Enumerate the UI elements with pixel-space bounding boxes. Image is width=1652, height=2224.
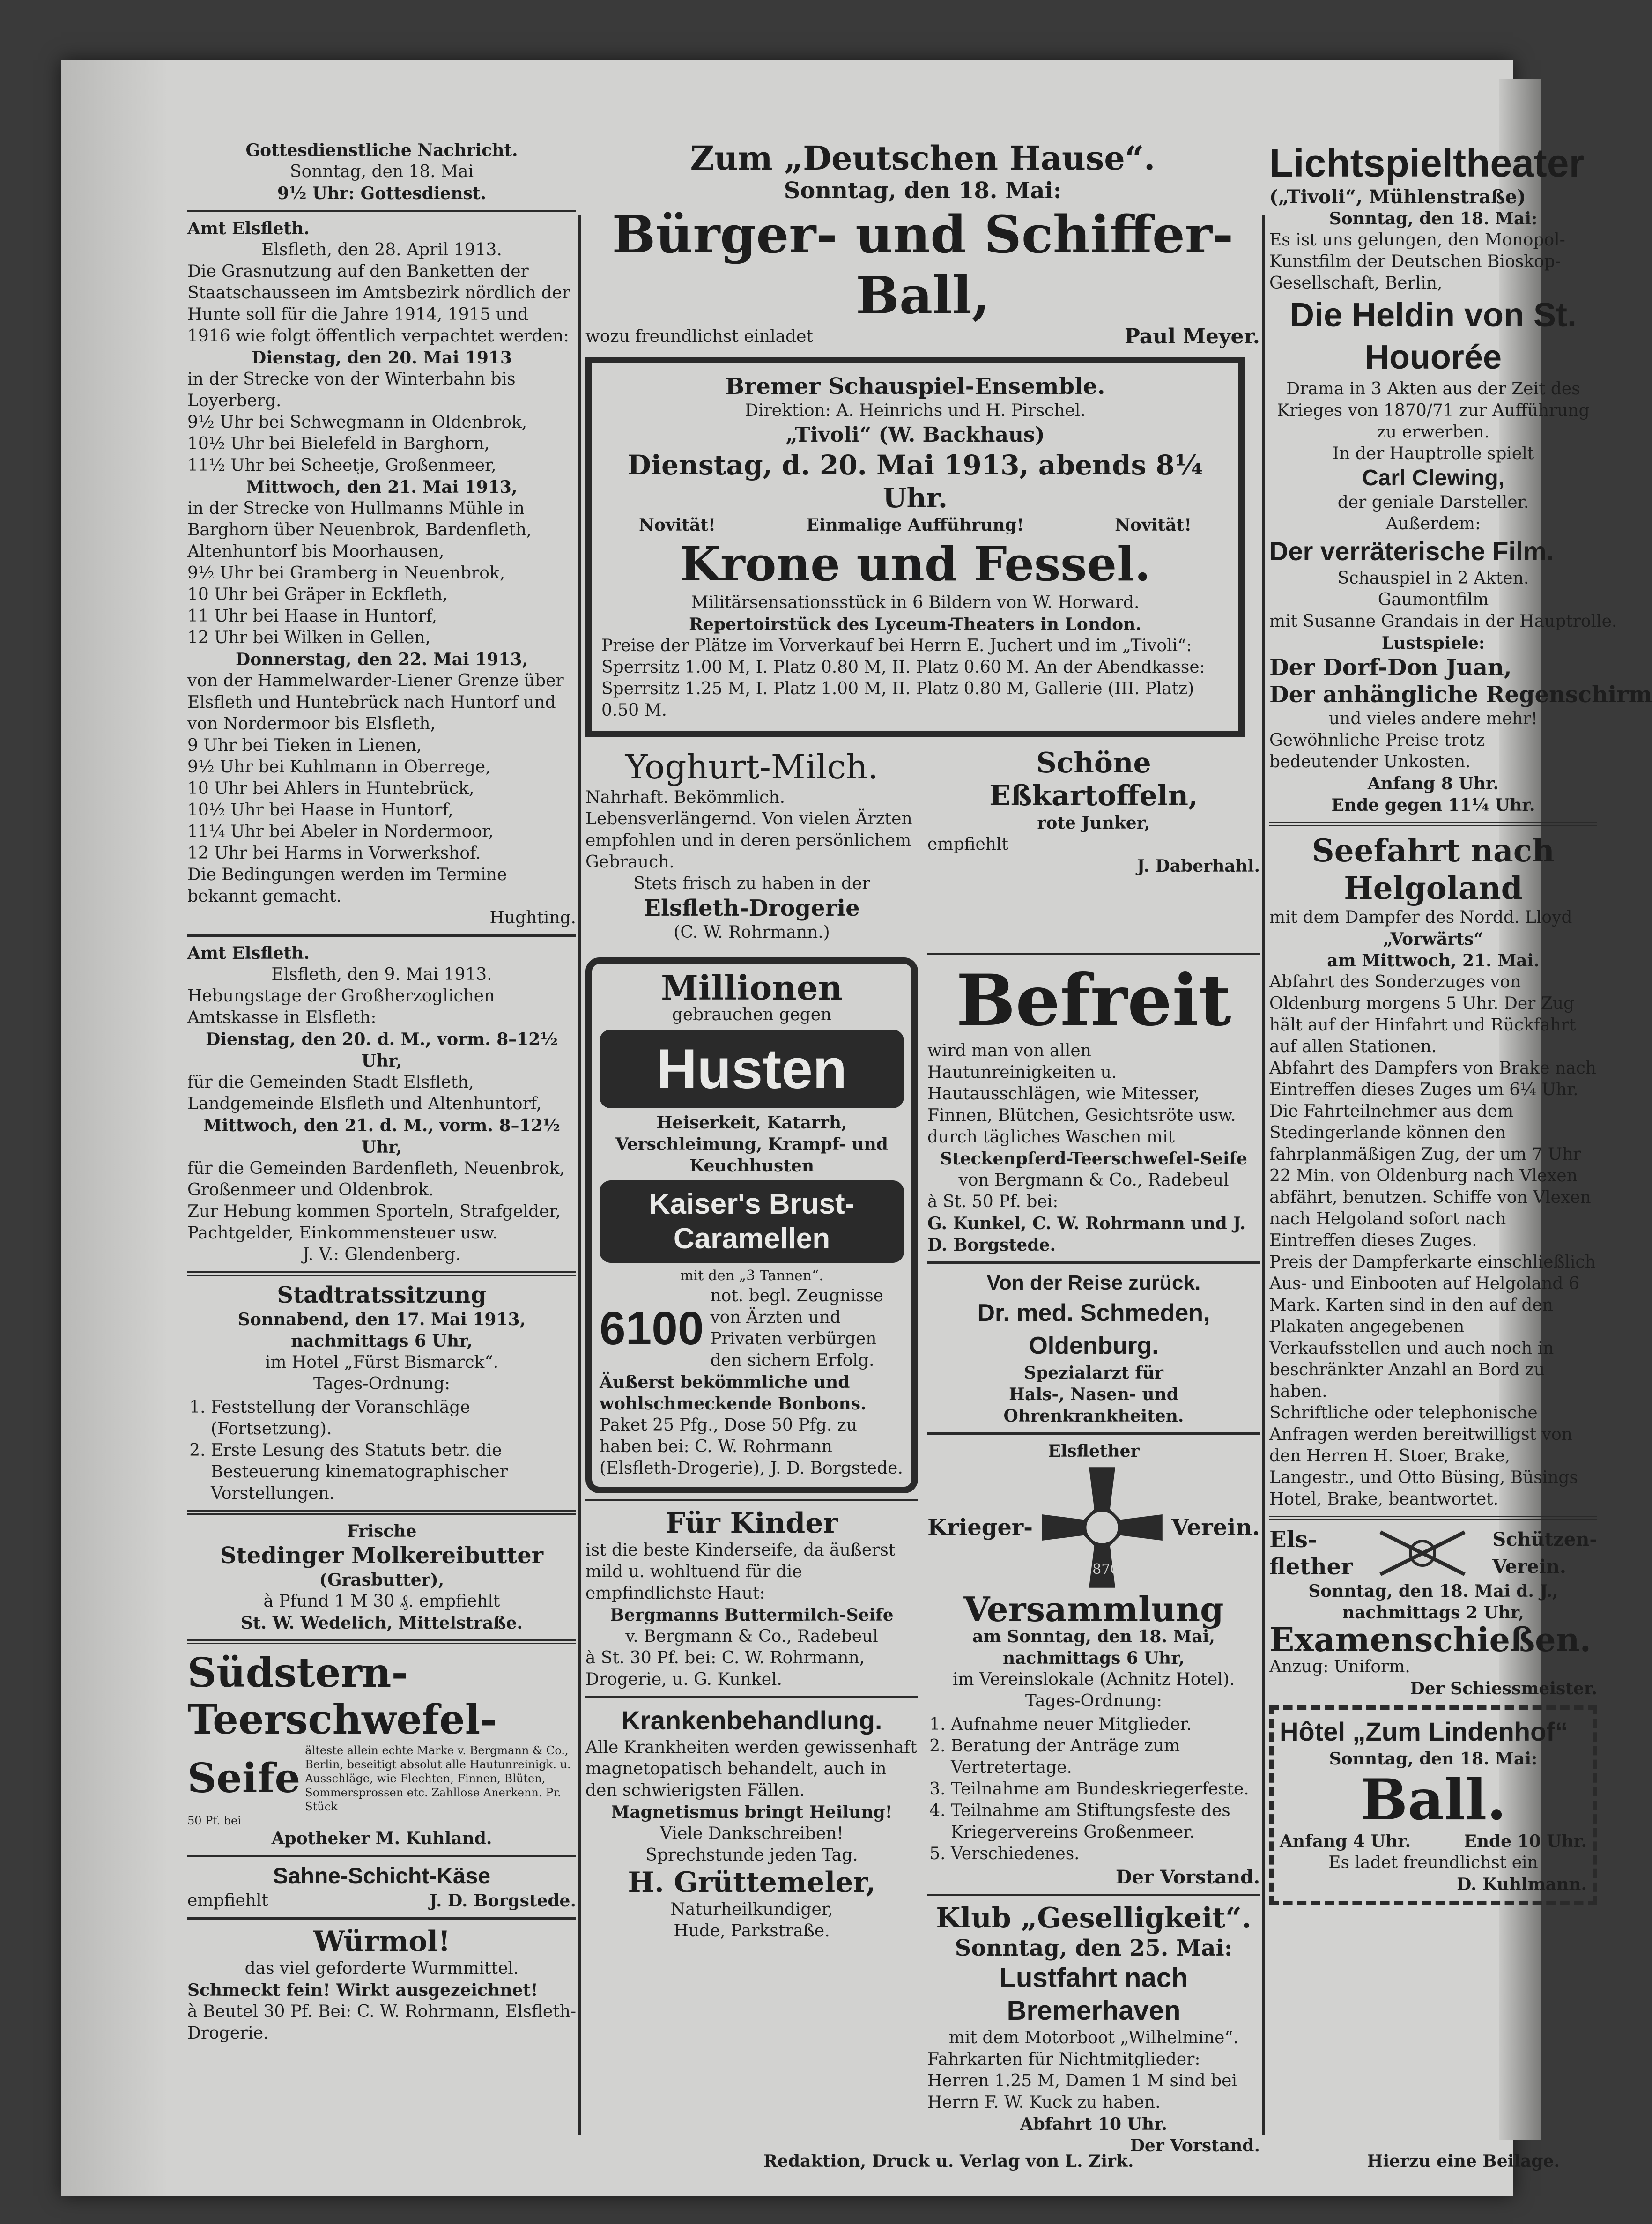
kv-emblem-row <box>927 1462 1260 1593</box>
licht-lust: Lustspiele: <box>1381 633 1485 653</box>
kind-title: Für Kinder <box>666 1507 838 1540</box>
bremer-once: Einmalige Aufführung! <box>806 515 1024 535</box>
krank-dank: Viele Dankschreiben! <box>660 1824 844 1843</box>
amt2-d1-text: für die Gemeinden Stadt Elsfleth, Landgemeinde Elsfleth und Altenhuntorf, <box>187 1073 542 1113</box>
divider <box>187 210 576 212</box>
mil-bon: Äußerst bekömmliche und wohlschmeckende Bonbons. <box>600 1372 867 1414</box>
kart-ad <box>927 747 1260 943</box>
kart-a: empfiehlt <box>927 835 1008 854</box>
molk-e: St. W. Wedelich, Mittelstraße. <box>241 1613 523 1633</box>
molk-a: Frische <box>347 1521 417 1541</box>
amt2-d2-text: für die Gemeinden Bardenfleth, Neuenbrok, Großenmeer und Oldenbrok. <box>187 1159 565 1200</box>
sued-small: älteste allein echte Marke v. Bergmann & Co., Berlin, beseitigt absolut alle Hautunreinigk. u. Ausschläge, wie Flechten, Finnen, Blüten, Sommersprossen etc. Zahllose Anerkenn. Pr. Stück <box>305 1744 571 1813</box>
licht-lust1: Der Dorf-Don Juan, <box>1269 654 1512 681</box>
hotel-ball: Ball. <box>1360 1767 1507 1833</box>
hotel-start: Anfang 4 Uhr. <box>1280 1831 1411 1851</box>
klub-boat: mit dem Motorboot „Wilhelmine“. <box>948 2028 1239 2047</box>
c2-sub2 <box>585 953 1260 2157</box>
bef-prod: Steckenpferd-Teerschwefel-Seife <box>940 1149 1247 1169</box>
divider <box>1269 822 1597 826</box>
amt1-d1: Dienstag, den 20. Mai 1913 <box>252 348 512 368</box>
amt1-d3: Donnerstag, den 22. Mai 1913, <box>236 650 528 669</box>
amt2-text: Hebungstage der Großherzoglichen Amtskasse in Elsfleth: <box>187 986 495 1027</box>
mil-list: Heiserkeit, Katarrh, Verschleimung, Krampf- und Keuchhusten <box>615 1113 888 1176</box>
gottes-title: Gottesdienstliche Nachricht. <box>245 141 518 160</box>
molk-b: Stedinger Molkereibutter <box>220 1542 544 1569</box>
licht-role: In der Hauptrolle spielt <box>1332 444 1534 463</box>
licht-actor-sub: der geniale Darsteller. <box>1337 493 1529 512</box>
divider <box>927 1261 1260 1264</box>
wurm-title: Würmol! <box>313 1925 451 1958</box>
bef-title: Befreit <box>956 959 1231 1042</box>
klub-sign: Der Vorstand. <box>1130 2136 1260 2156</box>
bef-text: wird man von allen Hautunreinigkeiten u. Hautausschlägen, wie Mitesser, Finnen, Blütchen, Gesichtsröte usw. durch tägliches Waschen mit <box>927 1041 1236 1147</box>
kv-agenda: Tages-Ordnung: <box>1025 1691 1163 1711</box>
sch-left <box>1269 1526 1353 1580</box>
mil-tannen: mit den „3 Tannen“. <box>680 1268 823 1284</box>
bremer-date: Dienstag, d. 20. Mai 1913, abends 8¼ Uhr. <box>627 449 1203 514</box>
licht-film2: Der verräterische Film. <box>1269 536 1554 566</box>
stadt-place: im Hotel „Fürst Bismarck“. <box>265 1353 499 1372</box>
see-title: Seefahrt nach Helgoland <box>1312 832 1555 906</box>
licht-lust2: Der anhängliche Regenschirm <box>1269 682 1652 708</box>
crossed-rifles-icon <box>1376 1527 1469 1579</box>
amt1-line: 9½ Uhr bei Kuhlmann in Oberrege, <box>187 757 491 777</box>
klub-trip: Lustfahrt nach Bremerhaven <box>999 1963 1188 2026</box>
kv-date: am Sonntag, den 18. Mai, nachmittags 6 Uhr, <box>972 1627 1215 1668</box>
divider <box>585 1499 918 1501</box>
bremer-rep: Repertoirstück des Lyceum-Theaters in London. <box>689 615 1141 634</box>
krank-sprech: Sprechstunde jeden Tag. <box>645 1846 858 1865</box>
klub-dep: Abfahrt 10 Uhr. <box>1020 2114 1168 2134</box>
amt1-text: Die Grasnutzung auf den Banketten der Staatschausseen im Amtsbezirk nördlich der Hunte soll für die Jahre 1914, 1915 und 1916 wie folgt öffentlich verpachtet werden: <box>187 262 570 346</box>
sch-2: flether <box>1269 1554 1353 1580</box>
licht-more: und vieles andere mehr! <box>1328 709 1538 728</box>
see-dep2: Abfahrt des Dampfers von Brake nach Eintreffen dieses Zuges um 6¼ Uhr. <box>1269 1059 1596 1099</box>
amt2-title: Amt Elsfleth. <box>187 943 310 963</box>
wurm-1: das viel geforderte Wurmmittel. <box>244 1959 519 1978</box>
amt1-sign: Hughting. <box>489 908 576 927</box>
licht-actor: Carl Clewing, <box>1362 466 1505 490</box>
agenda-item: 4. Teilnahme am Stiftungsfeste des Kriegervereins Großenmeer. <box>951 1800 1260 1843</box>
imprint: Redaktion, Druck u. Verlag von L. Zirk. <box>763 2151 1134 2171</box>
hotel-ad <box>1269 1705 1597 1905</box>
agenda-item: 2. Erste Lesung des Statuts betr. die Besteuerung kinematographischer Vorstellungen. <box>211 1440 576 1505</box>
amt1-line: 11¼ Uhr bei Abeler in Nordermoor, <box>187 822 494 841</box>
kv-sign: Der Vorstand. <box>1115 1866 1260 1888</box>
amt1-line: 12 Uhr bei Harms in Vorwerkshof. <box>187 844 481 863</box>
see-price: Preis der Dampferkarte einschließlich Aus- und Einbooten auf Helgoland 6 Mark. Karten sind in den auf den Plakaten angegebenen Verkaufsstellen und auch noch in beschränkter Anzahl an Bord zu haben. <box>1269 1253 1596 1401</box>
klub-title: Klub „Geselligkeit“. <box>936 1902 1252 1935</box>
sahne-b: J. D. Borgstede. <box>429 1891 576 1911</box>
divider <box>585 1696 918 1698</box>
dh-date: Sonntag, den 18. Mai: <box>784 178 1062 204</box>
krank-job: Naturheilkundiger, <box>670 1900 833 1919</box>
kv-place: im Vereinslokale (Achnitz Hotel). <box>952 1670 1235 1689</box>
reise-title: Von der Reise zurück. <box>986 1271 1201 1294</box>
sahne-title: Sahne-Schicht-Käse <box>273 1864 491 1889</box>
bremer-venue: „Tivoli“ (W. Backhaus) <box>785 423 1045 447</box>
bremer-novrow <box>601 514 1229 536</box>
reise-fach: Spezialarzt für <box>1024 1363 1163 1383</box>
amt1-title: Amt Elsfleth. <box>187 219 310 238</box>
licht-date: Sonntag, den 18. Mai: <box>1329 209 1538 229</box>
kart-b: J. Daberhahl. <box>1137 856 1260 876</box>
reise-fach2: Hals-, Nasen- und Ohrenkrankheiten. <box>1003 1385 1184 1426</box>
sued-apo: Apotheker M. Kuhland. <box>271 1829 492 1848</box>
reise-dr: Dr. med. Schmeden, Oldenburg. <box>977 1299 1210 1359</box>
agenda-item: 3. Teilnahme am Bundeskriegerfeste. <box>951 1779 1260 1800</box>
divider <box>927 953 1260 955</box>
yog-stock: Stets frisch zu haben in der <box>633 874 870 893</box>
wurm-2: Schmeckt fein! Wirkt ausgezeichnet! <box>187 1980 538 2000</box>
right-stack <box>927 953 1260 2157</box>
amt1-line: 11½ Uhr bei Scheetje, Großenmeer, <box>187 456 496 475</box>
agenda-item: 1. Feststellung der Voranschläge (Fortsetzung). <box>211 1397 576 1440</box>
see-text3: Schriftliche oder telephonische Anfragen werden bereitwilligst von den Herren H. Stoer, Brake, Langestr., und Otto Büsing, Büsings Hotel, Brake, beantwortet. <box>1269 1403 1578 1509</box>
mil-kaiser: Kaiser's Brust-Caramellen <box>600 1180 904 1263</box>
amt1-line: 10½ Uhr bei Haase in Huntorf, <box>187 801 453 820</box>
sahne-row <box>187 1890 576 1912</box>
hotel-invite: Es ladet freundlichst ein <box>1328 1853 1538 1872</box>
mil-pack: Paket 25 Pfg., Dose 50 Pfg. zu haben bei: C. W. Rohrmann (Elsfleth-Drogerie), J. D. Borgstede. <box>600 1416 903 1478</box>
hotel-title: Hôtel „Zum Lindenhof“ <box>1280 1717 1568 1746</box>
licht-gaum2: mit Susanne Grandais in der Hauptrolle. <box>1269 612 1617 631</box>
amt1-line: 9½ Uhr bei Schwegmann in Oldenbrok, <box>187 413 527 432</box>
krank-addr: Hude, Parkstraße. <box>674 1921 830 1941</box>
amt2-date: Elsfleth, den 9. Mai 1913. <box>271 965 492 984</box>
amt1-date: Elsfleth, den 28. April 1913. <box>261 240 502 259</box>
kind-maker: v. Bergmann & Co., Radebeul <box>625 1627 878 1646</box>
mil-sub: gebrauchen gegen <box>672 1005 832 1024</box>
licht-title: Lichtspieltheater <box>1269 141 1585 185</box>
sch-right <box>1492 1526 1597 1580</box>
divider <box>187 1917 576 1920</box>
dh-title: Zum „Deutschen Hause“. <box>690 139 1156 178</box>
left-stack <box>585 953 918 2157</box>
kv-top: Elsflether <box>1048 1441 1140 1461</box>
hotel-date: Sonntag, den 18. Mai: <box>1329 1749 1538 1769</box>
mil-num: 6100 <box>600 1302 704 1355</box>
mil-husten: Husten <box>600 1030 904 1108</box>
bremer-nov1: Novität! <box>639 515 716 535</box>
bef-price: à St. 50 Pf. bei: <box>927 1192 1059 1211</box>
hotel-end: Ende 10 Uhr. <box>1464 1831 1587 1851</box>
column-rule <box>578 215 581 2135</box>
licht-gaum: Gaumontfilm <box>1378 590 1489 609</box>
kart-sub: rote Junker, <box>1037 813 1150 833</box>
yog-ad <box>585 747 918 943</box>
divider <box>1269 1516 1597 1520</box>
agenda-item: 5. Verschiedenes. <box>951 1843 1260 1865</box>
sch-1: Els- <box>1269 1527 1317 1553</box>
dh-invite: wozu freundlichst einladet <box>585 327 813 346</box>
yog-text: Nahrhaft. Bekömmlich. Lebensverlängernd. Von vielen Ärzten empfohlen und in deren persönlichem Gebrauch. <box>585 788 912 872</box>
yog-owner: (C. W. Rohrmann.) <box>674 923 830 942</box>
licht-film2-d: Schauspiel in 2 Akten. <box>1337 569 1529 588</box>
column-2 <box>585 140 1260 2157</box>
dh-ball: Bürger- und Schiffer-Ball, <box>612 204 1234 326</box>
amt1-line: 11 Uhr bei Haase in Huntorf, <box>187 607 437 626</box>
agenda-item: 2. Beratung der Anträge zum Vertretertage. <box>951 1735 1260 1779</box>
sued-line1: Südstern- <box>187 1649 408 1697</box>
kind-prod: Bergmanns Buttermilch-Seife <box>610 1605 894 1625</box>
stadt-agenda: Tages-Ordnung: <box>313 1374 451 1394</box>
divider <box>927 1894 1260 1896</box>
licht-desc: Drama in 3 Akten aus der Zeit des Krieges von 1870/71 zur Aufführung zu erwerben. <box>1277 379 1590 442</box>
amt1-d3-text: von der Hammelwarder-Liener Grenze über Elsfleth und Huntebrück nach Huntorf und von Nordermoor bis Elsfleth, <box>187 671 564 734</box>
amt1-end: Die Bedingungen werden im Termine bekannt gemacht. <box>187 865 507 906</box>
see-dep: Abfahrt des Sonderzuges von Oldenburg morgens 5 Uhr. Der Zug hält auf der Hinfahrt und Rückfahrt auf allen Stationen. <box>1269 972 1576 1056</box>
divider <box>187 1639 576 1644</box>
kind-text: ist die beste Kinderseife, da äußerst mild u. wohltuend für die empfindlichste Haut: <box>585 1541 896 1603</box>
stadt-date: Sonnabend, den 17. Mai 1913, nachmittags 6 Uhr, <box>237 1310 526 1351</box>
amt2-d1: Dienstag, den 20. d. M., vorm. 8–12½ Uhr, <box>206 1030 558 1071</box>
divider <box>187 1855 576 1857</box>
amt1-d1-text: in der Strecke von der Winterbahn bis Loyerberg. <box>187 370 516 410</box>
sch-date: Sonntag, den 18. Mai d. J., nachmittags 2 Uhr, <box>1308 1581 1558 1623</box>
bremer-box <box>585 357 1245 737</box>
kv-left: Krieger- <box>927 1514 1033 1541</box>
sch-anzug: Anzug: Uniform. <box>1269 1657 1410 1676</box>
krank-mag: Magnetismus bringt Heilung! <box>611 1802 893 1822</box>
licht-end: Ende gegen 11¼ Uhr. <box>1331 795 1535 815</box>
krank-text: Alle Krankheiten werden gewissenhaft magnetopatisch behandelt, auch in den schwierigsten Fällen. <box>585 1738 917 1800</box>
bremer-prices: Preise der Plätze im Vorverkauf bei Herrn E. Juchert und im „Tivoli“: Sperrsitz 1.00 M, I. Platz 0.80 M, II. Platz 0.60 M. An der Abendkasse: Sperrsitz 1.25 M, I. Platz 1.00 M, II. Platz 0.80 M, Gallerie (III. Platz) 0.50 M. <box>601 636 1205 720</box>
yog-title: Yoghurt-Milch. <box>625 747 879 786</box>
sch-sign: Der Schiessmeister. <box>1410 1679 1597 1698</box>
column-3 <box>1269 140 1652 1905</box>
licht-text: Es ist uns gelungen, den Monopol-Kunstfilm der Deutschen Bioskop-Gesellschaft, Berlin, <box>1269 230 1565 293</box>
gottes-date: Sonntag, den 18. Mai <box>289 162 474 181</box>
see-ship: „Vorwärts“ <box>1383 929 1483 949</box>
wurm-3: à Beutel 30 Pf. Bei: C. W. Rohrmann, Elsfleth-Drogerie. <box>187 2002 577 2043</box>
amt2-d2: Mittwoch, den 21. d. M., vorm. 8–12½ Uhr, <box>203 1116 561 1157</box>
see-date: am Mittwoch, 21. Mai. <box>1327 951 1540 971</box>
sch-header <box>1269 1526 1597 1580</box>
molk-d: à Pfund 1 M 30 ₰. empfiehlt <box>263 1592 500 1611</box>
sch-3: Schützen- <box>1492 1528 1597 1550</box>
bef-maker: von Bergmann & Co., Radebeul <box>958 1171 1229 1190</box>
amt2-sign: J. V.: Glendenberg. <box>303 1245 461 1264</box>
hotel-host: D. Kuhlmann. <box>1457 1875 1587 1894</box>
dh-host: Paul Meyer. <box>1124 325 1260 348</box>
bef-shops: G. Kunkel, C. W. Rohrmann und J. D. Borgstede. <box>927 1214 1246 1255</box>
divider <box>187 1271 576 1276</box>
agenda-item: 1. Aufnahme neuer Mitglieder. <box>951 1714 1260 1735</box>
licht-film: Die Heldin von St. Houorée <box>1289 297 1577 376</box>
divider <box>187 1510 576 1515</box>
licht-venue: („Tivoli“, Mühlenstraße) <box>1269 186 1526 208</box>
kart-title: Schöne Eßkartoffeln, <box>989 747 1198 812</box>
mil-num-text: not. begl. Zeugnisse von Ärzten und Privaten verbürgen den sichern Erfolg. <box>710 1286 883 1370</box>
sch-4: Verein. <box>1492 1556 1566 1578</box>
column-rule <box>1262 215 1265 2135</box>
stadt-title: Stadtratssitzung <box>277 1282 487 1308</box>
amt2-end: Zur Hebung kommen Sporteln, Strafgelder, Pachtgelder, Einkommensteuer usw. <box>187 1202 561 1243</box>
licht-prices: Gewöhnliche Preise trotz bedeutender Unkosten. <box>1269 731 1485 771</box>
amt1-line: 9½ Uhr bei Gramberg in Neuenbrok, <box>187 563 505 583</box>
bremer-desc: Militärsensationsstück in 6 Bildern von W. Horward. <box>691 593 1140 612</box>
divider <box>927 1432 1260 1435</box>
amt1-line: 9 Uhr bei Tieken in Lienen, <box>187 736 422 755</box>
newspaper-page <box>61 60 1652 2196</box>
klub-date: Sonntag, den 25. Mai: <box>955 1935 1233 1961</box>
see-text2: Die Fahrteilnehmer aus dem Stedingerlande können den fahrplanmäßigen Zug, der um 7 Uhr 22 Min. von Oldenburg nach Vlexen abfährt, benutzen. Schiffe von Vlexen nach Helgoland sofort nach Eintreffen dieses Zuges. <box>1269 1102 1591 1250</box>
licht-start: Anfang 8 Uhr. <box>1367 774 1499 793</box>
sued-row <box>187 1743 576 1814</box>
molk-c: (Grasbutter), <box>319 1570 444 1590</box>
mil-numrow <box>600 1285 904 1371</box>
mil-title: Millionen <box>661 968 843 1008</box>
gottes-line: 9½ Uhr: Gottesdienst. <box>277 184 487 203</box>
klub-text: Fahrkarten für Nichtmitglieder: Herren 1.25 M, Damen 1 M sind bei Herrn F. W. Kuck zu haben. <box>927 2050 1237 2112</box>
dh-row <box>585 326 1260 348</box>
c2-sub1 <box>585 747 1260 943</box>
iron-cross-icon <box>1037 1462 1168 1593</box>
krank-name: H. Grüttemeler, <box>628 1866 876 1899</box>
amt1-line: 10 Uhr bei Gräper in Eckfleth, <box>187 585 448 604</box>
page-binding-shadow <box>61 60 169 2196</box>
stadt-items <box>211 1397 576 1505</box>
kv-year: 1870 <box>1083 1561 1119 1578</box>
see-text: mit dem Dampfer des Nordd. Lloyd <box>1269 908 1572 927</box>
sued-line2: Teerschwefel- <box>187 1696 497 1743</box>
mil-ad <box>585 957 918 1493</box>
amt1-d2: Mittwoch, den 21. Mai 1913, <box>246 477 518 497</box>
bremer-title: Bremer Schauspiel-Ensemble. <box>725 373 1105 400</box>
divider <box>187 934 576 937</box>
sch-exam: Examenschießen. <box>1269 1620 1591 1659</box>
krank-title: Krankenbehandlung. <box>621 1705 882 1735</box>
footer <box>763 2151 1560 2171</box>
amt1-line: 10 Uhr bei Ahlers in Huntebrück, <box>187 779 474 798</box>
amt1-line: 10½ Uhr bei Bielefeld in Barghorn, <box>187 434 490 453</box>
beilage: Hierzu eine Beilage. <box>1367 2151 1560 2171</box>
amt1-d2-text: in der Strecke von Hullmanns Mühle in Barghorn über Neuenbrok, Bardenfleth, Altenhuntorf bis Moorhausen, <box>187 499 532 561</box>
amt1-line: 12 Uhr bei Wilken in Gellen, <box>187 628 431 647</box>
yog-shop: Elsfleth-Drogerie <box>644 895 860 921</box>
licht-also: Außerdem: <box>1385 514 1481 534</box>
bremer-nov2: Novität! <box>1115 515 1192 535</box>
sued-price: 50 Pf. bei <box>187 1814 241 1827</box>
sued-line3: Seife <box>187 1755 301 1802</box>
kv-right: Verein. <box>1171 1514 1260 1541</box>
bremer-dir: Direktion: A. Heinrichs und H. Pirschel. <box>745 401 1086 420</box>
kv-items <box>951 1714 1260 1865</box>
column-1 <box>187 140 576 2044</box>
kind-price: à St. 30 Pf. bei: C. W. Rohrmann, Drogerie, u. G. Kunkel. <box>585 1648 865 1689</box>
sahne-a: empfiehlt <box>187 1891 268 1910</box>
kv-vers: Versammlung <box>963 1589 1224 1629</box>
hotel-times <box>1280 1831 1587 1852</box>
bremer-play: Krone und Fessel. <box>680 536 1151 592</box>
